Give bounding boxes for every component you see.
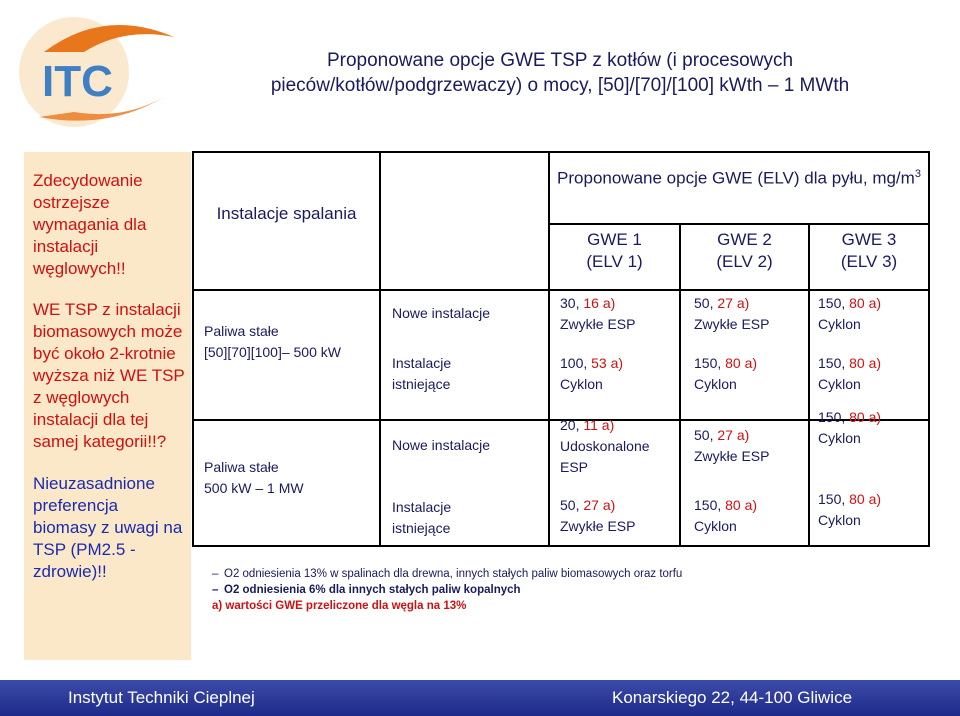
group-range: 500 kW – 1 MW [204,480,304,496]
row-type: Instalacje istniejące [392,499,452,536]
col-label: GWE 2 [717,230,772,249]
page-title [190,48,930,98]
grid-line [379,153,381,545]
col-label: GWE 3 [841,230,897,249]
col-sublabel: (ELV 2) [716,252,773,271]
header-gwe-1 [550,229,679,273]
row-type: Nowe instalacje [392,437,491,453]
value-cell: 150, 80 a) Cyklon [818,355,882,392]
header-installations: Instalacje spalania [216,204,357,223]
header-main-text: Proponowane opcje GWE (ELV) dla pyłu, mg/m [557,168,915,188]
footnote-3: a) wartości GWE przeliczone dla węgla na 13% [212,600,467,612]
header-gwe-2 [681,229,808,273]
value-cell: 150, 80 a) Cyklon [694,355,758,392]
footnotes [212,566,682,614]
footer-address: Konarskiego 22, 44-100 Gliwice [612,688,853,707]
value-cell: 30, 16 a) Zwykłe ESP [560,295,636,332]
logo-text: ITC [42,57,113,106]
sidebar-note-coal: Zdecydowanie ostrzejsze wymagania dla instalacji węglowych!! [33,171,147,278]
row-type: Instalacje istniejące [392,355,452,392]
value-cell: 50, 27 a) Zwykłe ESP [560,497,636,534]
value-cell: 20, 11 a) Udoskonalone ESP [560,417,650,475]
footer-institute: Instytut Techniki Cieplnej [68,688,255,707]
sidebar-notes [24,152,191,660]
col-sublabel: (ELV 3) [840,252,898,271]
itc-logo [14,12,184,130]
title-line-1: Proponowane opcje GWE TSP z kotłów (i procesowych [326,50,794,71]
col-sublabel: (ELV 1) [586,252,643,271]
grid-line [548,223,928,225]
value-cell: 150, 80 a) Cyklon [818,491,882,528]
footnote-2: – O2 odniesienia 6% dla innych stałych paliw kopalnych [212,584,521,596]
value-cell: 150, 80 a) Cyklon [818,295,882,332]
group-label: Paliwa stałe [204,323,279,339]
value-cell: 50, 27 a) Zwykłe ESP [694,427,770,464]
header-sup: 3 [914,168,921,180]
footnote-text: O2 odniesienia 6% dla innych stałych paliw kopalnych [224,584,521,596]
value-cell: 150, 80 a) Cyklon [818,409,882,446]
group-label: Paliwa stałe [204,459,279,475]
sidebar-note-biomass: WE TSP z instalacji biomasowych może być około 2-krotnie wyższa niż WE TSP z węglowych instalacji dla tej samej kategorii!!? [33,300,185,451]
sidebar-note-pm: Nieuzasadnione preferencja biomasy z uwagi na TSP (PM2.5 - zdrowie)!! [33,474,183,581]
col-label: GWE 1 [587,230,642,249]
title-line-2: pieców/kotłów/podgrzewaczy) o mocy, [50]/[70]/[100] kWth – 1 MWth [270,75,850,96]
value-cell: 50, 27 a) Zwykłe ESP [694,295,770,332]
header-gwe-3 [810,229,928,273]
value-cell: 150, 80 a) Cyklon [694,497,758,534]
grid-line [548,291,550,545]
grid-line [194,289,928,291]
footnote-text: O2 odniesienia 13% w spalinach dla drewna, innych stałych paliw biomasowych oraz torfu [224,568,683,580]
group-large [204,457,374,499]
elv-table [192,151,930,547]
header-proposed-options [550,163,928,190]
row-type: Nowe instalacje [392,305,491,321]
group-small [204,321,374,363]
footnote-1: – O2 odniesienia 13% w spalinach dla drewna, innych stałych paliw biomasowych oraz torfu [212,568,683,580]
footer-bar [0,680,960,716]
value-cell: 100, 53 a) Cyklon [560,355,624,392]
group-range: [50][70][100]– 500 kW [204,344,341,360]
